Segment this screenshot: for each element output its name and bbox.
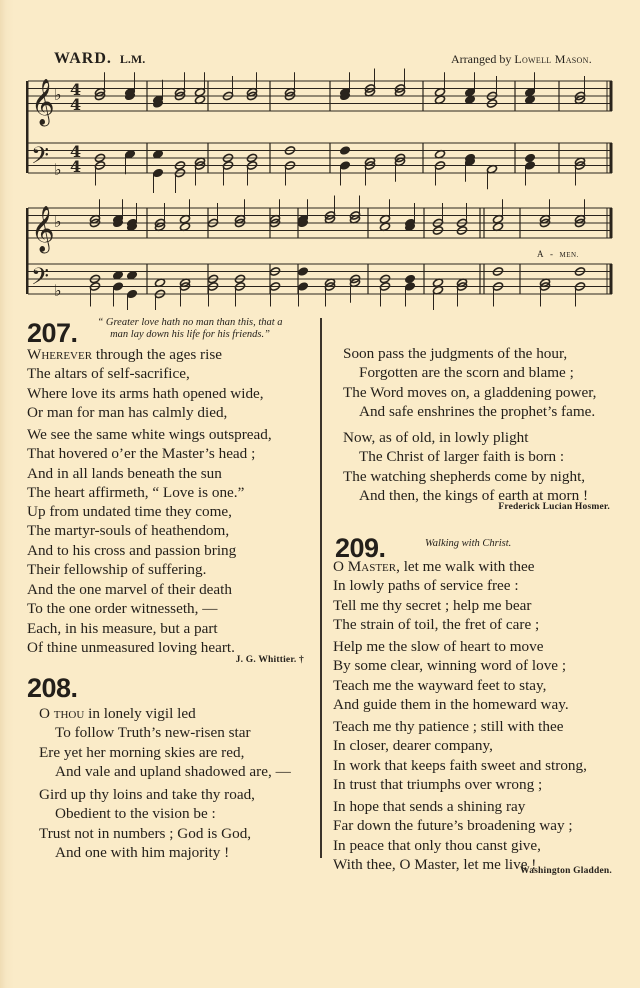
verse-line	[343, 428, 588, 447]
note-head	[524, 153, 535, 163]
verse-line	[27, 345, 264, 364]
verse-line	[27, 483, 272, 502]
stanza	[333, 717, 587, 794]
verse-text: The watching shepherds come by night,	[343, 467, 586, 485]
verse-text: We see the same white wings outspread,	[27, 426, 272, 443]
verse-line	[343, 344, 596, 363]
note-head	[297, 267, 308, 277]
verse-line	[27, 521, 236, 540]
note-head	[112, 282, 123, 292]
verse-text: And one with him majority !	[55, 843, 230, 861]
verse-text: Or man for man has calmly died,	[27, 403, 228, 421]
verse-text: And in all lands beneath the sun	[27, 464, 222, 482]
verse-line	[333, 557, 539, 576]
verse-line	[39, 743, 291, 762]
verse-text: Of thine unmeasured loving heart.	[27, 638, 235, 656]
tune-meter: L.M.	[119, 52, 146, 66]
bass-clef-icon: 𝄢	[31, 262, 50, 296]
verse-line	[39, 704, 291, 723]
stanza	[27, 580, 235, 657]
verse-line	[39, 723, 291, 742]
verse-text: And to his cross and passion bring	[27, 541, 237, 559]
verse-line	[333, 756, 587, 775]
tune-name: WARD.	[54, 50, 112, 67]
verse-line	[333, 797, 573, 816]
stanza	[27, 345, 264, 422]
note-head	[126, 289, 137, 299]
verse-line	[27, 560, 236, 579]
verse-text: That hovered o’er the Master’s head ;	[27, 445, 256, 463]
bass-clef-icon: 𝄢	[31, 141, 50, 175]
column-divider	[320, 318, 322, 858]
verse-line	[27, 638, 235, 657]
note-head	[404, 282, 415, 292]
verse-text: In lowly paths of service free :	[333, 577, 519, 595]
credit-prefix: Arranged by	[451, 52, 512, 66]
verse-line	[333, 836, 573, 855]
note-head	[339, 146, 350, 156]
arranger-name: Lowell Mason.	[514, 52, 592, 66]
verse-text: With thee, O Master, let me live !	[333, 855, 537, 873]
verse-text: Teach me the wayward feet to stay,	[333, 676, 547, 694]
verse-line	[27, 619, 235, 638]
epigraph-line: man lay down his life for his friends.”	[110, 329, 270, 340]
time-signature: 4	[70, 80, 82, 99]
verse-text: , let me walk with thee	[396, 558, 535, 575]
verse-line	[343, 447, 588, 466]
verse-text: Ere yet her morning skies are red,	[39, 743, 245, 761]
hymn-number: 208.	[27, 673, 78, 703]
verse-text: To the one order witnesseth, —	[27, 600, 218, 618]
verse-line	[333, 816, 573, 835]
score-system-1	[26, 69, 613, 194]
verse-line	[39, 804, 255, 823]
verse-text: And safe enshrines the prophet’s fame.	[359, 402, 596, 420]
verse-text: Forgotten are the scorn and blame ;	[359, 364, 574, 382]
time-signature: 4	[70, 95, 82, 114]
verse-text: The altars of self-sacrifice,	[27, 365, 190, 383]
stanza	[333, 557, 539, 634]
verse-line	[27, 444, 272, 463]
verse-line	[333, 695, 569, 714]
verse-line	[343, 402, 596, 421]
verse-line	[333, 775, 587, 794]
verse-line	[333, 637, 569, 656]
hymn-author: J. G. Whittier. †	[235, 655, 304, 665]
stanza	[333, 797, 573, 874]
verse-line	[27, 541, 236, 560]
amen-dash: -	[550, 249, 554, 259]
verse-text: By some clear, winning word of love ;	[333, 657, 567, 675]
treble-clef-icon: 𝄞	[31, 79, 55, 125]
verse-text: In hope that sends a shining ray	[333, 798, 526, 815]
verse-line	[343, 383, 596, 402]
treble-clef-icon: 𝄞	[31, 206, 55, 252]
verse-text: The heart affirmeth, “ Love is one.”	[27, 483, 245, 501]
verse-line	[27, 364, 264, 383]
verse-text: And guide them in the homeward way.	[333, 695, 569, 713]
verse-text: Far down the future’s broadening way ;	[333, 817, 573, 835]
amen-syllable-a: A	[537, 249, 544, 259]
verse-line	[27, 464, 272, 483]
verse-line	[333, 656, 569, 675]
verse-line	[27, 425, 272, 444]
verse-text: Soon pass the judgments of the hour,	[343, 345, 568, 362]
score-system-2	[26, 196, 613, 311]
stanza	[27, 425, 272, 502]
stanza	[343, 428, 588, 505]
verse-text: The Word moves on, a gladdening power,	[343, 383, 597, 401]
verse-line	[27, 599, 235, 618]
verse-text: And the one marvel of their death	[27, 581, 232, 598]
stanza	[27, 502, 236, 579]
verse-text: Help me the slow of heart to move	[333, 638, 544, 655]
verse-text: Trust not in numbers ; God is God,	[39, 824, 252, 842]
verse-line	[39, 762, 291, 781]
verse-text: In work that keeps faith sweet and strong,	[333, 756, 587, 774]
note-head	[404, 274, 415, 284]
verse-line	[39, 785, 255, 804]
note-head	[339, 161, 350, 171]
verse-line	[343, 467, 588, 486]
stanza	[39, 785, 255, 862]
hymn-epigraph: Walking with Christ.	[425, 538, 512, 549]
verse-line	[333, 736, 587, 755]
hymn-author: Washington Gladden.	[520, 866, 612, 876]
flat-icon: ♭	[54, 281, 62, 300]
hymn-epigraph	[84, 317, 296, 341]
verse-line	[27, 580, 235, 599]
verse-text: Tell me thy secret ; help me bear	[333, 596, 532, 614]
stanza	[39, 704, 291, 781]
small-caps-opening: Wherever	[27, 346, 93, 363]
verse-text: In peace that only thou canst give,	[333, 836, 541, 854]
verse-line	[39, 843, 255, 862]
verse-text: The martyr-souls of heathendom,	[27, 522, 230, 540]
flat-icon: ♭	[54, 212, 62, 231]
verse-text: The Christ of larger faith is born :	[359, 448, 565, 466]
note-head	[152, 168, 163, 178]
note-head	[524, 161, 535, 171]
verse-text: Where love its arms hath opened wide,	[27, 384, 264, 402]
verse-line	[333, 717, 587, 736]
verse-text: Teach me thy patience ; still with thee	[333, 718, 564, 735]
verse-line	[343, 363, 596, 382]
verse-line	[333, 615, 539, 634]
verse-text: Now, as of old, in lowly plight	[343, 429, 529, 446]
verse-text: And then, the kings of earth at morn !	[359, 486, 589, 504]
hymn-author: Frederick Lucian Hosmer.	[498, 502, 610, 512]
amen-syllable-men: MEN.	[559, 251, 579, 259]
verse-line	[333, 576, 539, 595]
verse-line	[333, 596, 539, 615]
verse-text: In closer, dearer company,	[333, 737, 493, 755]
verse-line	[39, 824, 255, 843]
note-head	[297, 282, 308, 292]
verse-text: In trust that triumphs over wrong ;	[333, 775, 543, 793]
music-score	[0, 0, 640, 310]
flat-icon: ♭	[54, 85, 62, 104]
verse-line	[27, 403, 264, 422]
hymn-number: 207.	[27, 318, 78, 348]
flat-icon: ♭	[54, 160, 62, 179]
amen-lyric	[537, 249, 579, 259]
stanza	[333, 637, 569, 714]
verse-line	[27, 384, 264, 403]
stanza	[343, 344, 596, 421]
verse-text: Obedient to the vision be :	[55, 805, 216, 823]
verse-line	[27, 502, 236, 521]
small-caps-opening: O Master	[333, 558, 397, 575]
verse-text: Up from undated time they come,	[27, 503, 232, 520]
small-caps-opening: O thou	[39, 705, 85, 722]
verse-text: Gird up thy loins and take thy road,	[39, 786, 255, 803]
time-signature: 4	[70, 157, 82, 176]
verse-text: Each, in his measure, but a part	[27, 619, 218, 637]
verse-text: Their fellowship of suffering.	[27, 560, 207, 578]
verse-text: And vale and upland shadowed are, —	[55, 762, 291, 780]
time-signature: 4	[70, 142, 82, 161]
verse-text: through the ages rise	[92, 346, 222, 363]
verse-text: The strain of toil, the fret of care ;	[333, 615, 540, 633]
verse-text: To follow Truth’s new-risen star	[55, 724, 251, 742]
verse-line	[333, 676, 569, 695]
verse-text: in lonely vigil led	[84, 705, 196, 722]
epigraph-line: “ Greater love hath no man than this, that a	[97, 317, 283, 328]
hymn-number: 209.	[335, 533, 386, 563]
